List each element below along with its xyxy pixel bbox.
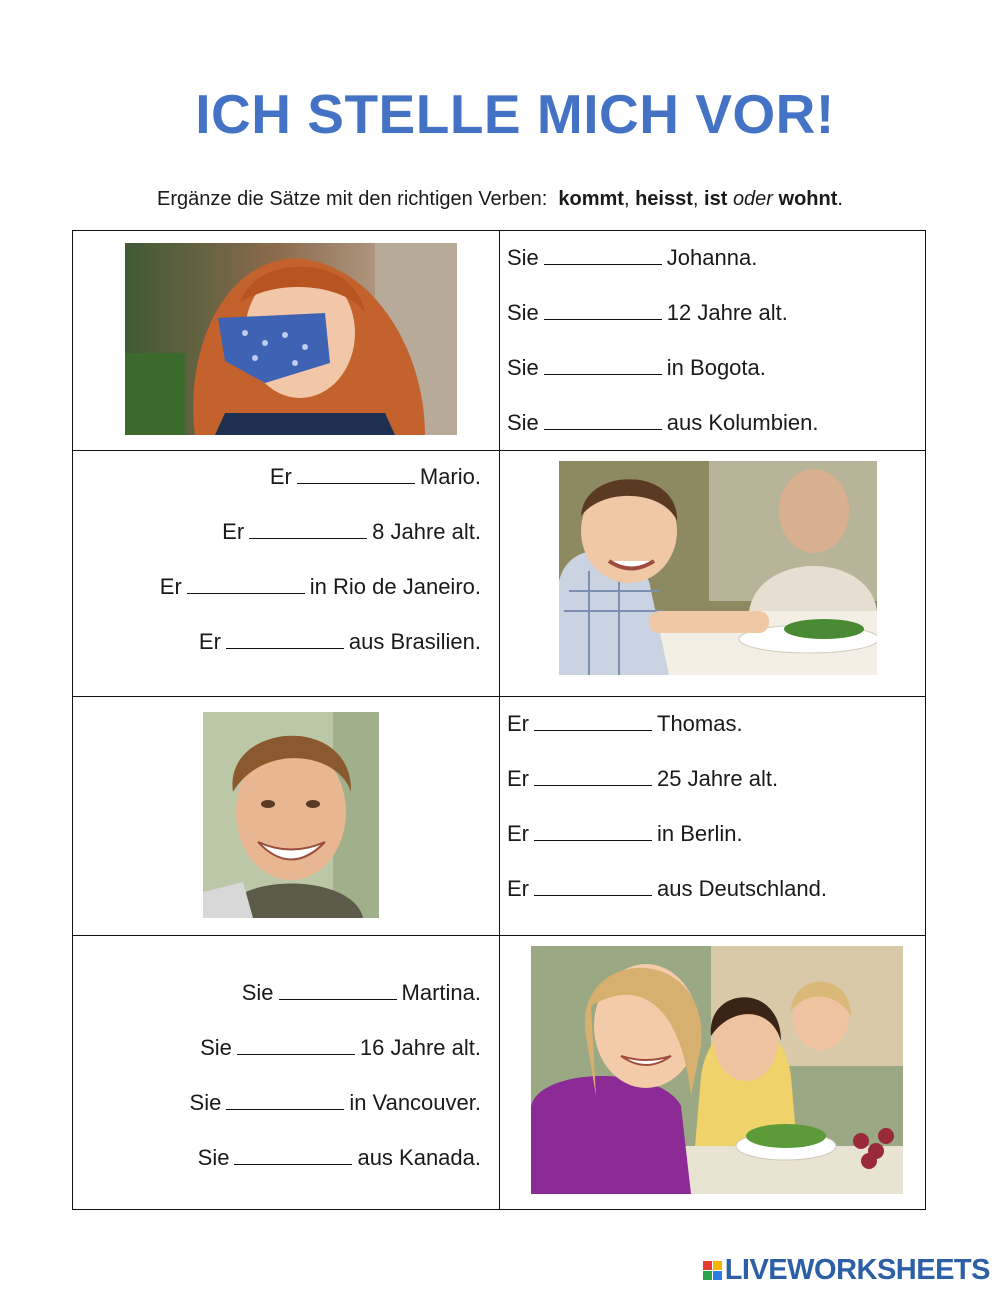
answer-blank[interactable] [226, 1087, 344, 1110]
sentence: Sie 12 Jahre alt. [507, 285, 818, 340]
verb-option: wohnt [778, 188, 838, 210]
answer-blank[interactable] [534, 873, 652, 896]
sentence-group-2 [160, 449, 481, 669]
sentence: Sie aus Kolumbien. [507, 395, 818, 450]
answer-blank[interactable] [249, 516, 367, 539]
sentence: Er in Rio de Janeiro. [160, 559, 481, 614]
sentence: Sie 16 Jahre alt. [190, 1020, 481, 1075]
brand-name: LIVEWORKSHEETS [724, 1254, 990, 1286]
sentence: Er Mario. [160, 449, 481, 504]
sentence: Er aus Brasilien. [160, 614, 481, 669]
answer-blank[interactable] [544, 242, 662, 265]
sentence: Sie aus Kanada. [190, 1130, 481, 1185]
instruction-text: Ergänze die Sätze mit den richtigen Verben: [157, 188, 548, 210]
photo-smiling-teen-girl-at-dinner [531, 946, 903, 1194]
answer-blank[interactable] [544, 407, 662, 430]
answer-blank[interactable] [544, 352, 662, 375]
instruction: Ergänze die Sätze mit den richtigen Verben: kommt, heisst, ist oder wohnt. [157, 188, 843, 210]
answer-blank[interactable] [234, 1142, 352, 1165]
sentence: Sie Martina. [190, 965, 481, 1020]
answer-blank[interactable] [226, 626, 344, 649]
logo-icon [703, 1261, 722, 1280]
answer-blank[interactable] [534, 763, 652, 786]
answer-blank[interactable] [544, 297, 662, 320]
sentence: Er 8 Jahre alt. [160, 504, 481, 559]
sentence: Er in Berlin. [507, 806, 827, 861]
sentence: Sie Johanna. [507, 230, 818, 285]
answer-blank[interactable] [297, 461, 415, 484]
photo-laughing-young-man [203, 712, 379, 918]
sentence: Er 25 Jahre alt. [507, 751, 827, 806]
answer-blank[interactable] [279, 977, 397, 1000]
worksheet-title: ICH STELLE MICH VOR! [195, 83, 835, 145]
sentence-group-4 [190, 965, 481, 1185]
row-divider [73, 935, 925, 936]
exercise-table [72, 230, 926, 1210]
answer-blank[interactable] [187, 571, 305, 594]
verb-option: ist [704, 188, 728, 210]
column-divider [499, 231, 500, 1209]
photo-girl-with-face-mask [125, 243, 457, 435]
sentence-group-1 [507, 230, 818, 450]
liveworksheets-logo[interactable] [703, 1254, 990, 1287]
conjunction: oder [732, 188, 773, 210]
sentence-group-3 [507, 696, 827, 916]
sentence: Sie in Bogota. [507, 340, 818, 395]
verb-option: kommt [558, 188, 624, 210]
photo-smiling-boy-at-table [559, 461, 877, 675]
answer-blank[interactable] [534, 708, 652, 731]
sentence: Sie in Vancouver. [190, 1075, 481, 1130]
answer-blank[interactable] [237, 1032, 355, 1055]
answer-blank[interactable] [534, 818, 652, 841]
sentence: Er aus Deutschland. [507, 861, 827, 916]
verb-option: heisst [635, 188, 693, 210]
sentence: Er Thomas. [507, 696, 827, 751]
